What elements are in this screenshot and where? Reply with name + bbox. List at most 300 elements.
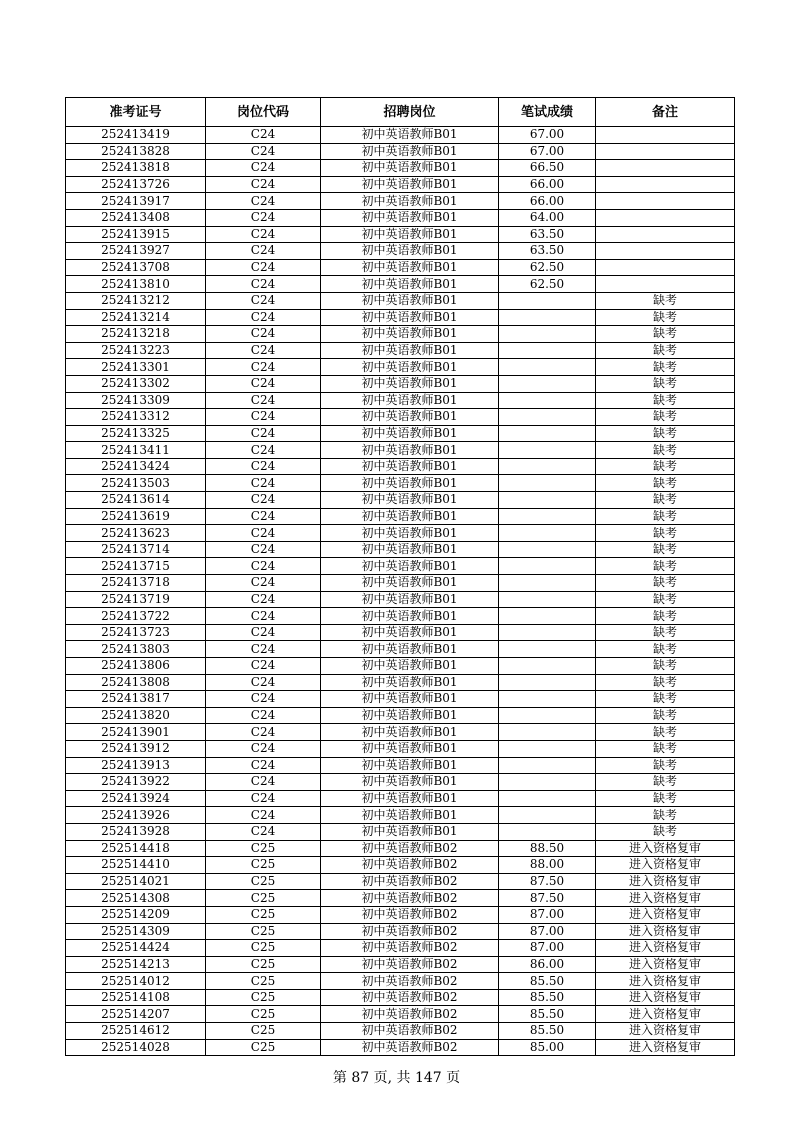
cell-written-score: 62.50 <box>499 259 596 276</box>
cell-position-name: 初中英语教师B01 <box>321 740 499 757</box>
table-row <box>66 774 735 791</box>
table-header-row <box>66 98 735 127</box>
cell-position-code: C24 <box>206 425 321 442</box>
cell-position-code: C24 <box>206 209 321 226</box>
cell-position-name: 初中英语教师B01 <box>321 658 499 675</box>
table-row <box>66 707 735 724</box>
cell-remarks: 缺考 <box>596 326 735 343</box>
cell-remarks: 进入资格复审 <box>596 890 735 907</box>
cell-position-code: C24 <box>206 724 321 741</box>
cell-remarks <box>596 143 735 160</box>
cell-remarks: 缺考 <box>596 392 735 409</box>
cell-position-name: 初中英语教师B01 <box>321 492 499 509</box>
cell-remarks <box>596 276 735 293</box>
table-row <box>66 1006 735 1023</box>
table-row <box>66 143 735 160</box>
cell-position-name: 初中英语教师B01 <box>321 409 499 426</box>
cell-exam-number: 252413828 <box>66 143 206 160</box>
cell-position-name: 初中英语教师B01 <box>321 508 499 525</box>
cell-exam-number: 252514207 <box>66 1006 206 1023</box>
cell-position-code: C24 <box>206 541 321 558</box>
cell-exam-number: 252413715 <box>66 558 206 575</box>
cell-remarks: 缺考 <box>596 292 735 309</box>
cell-position-name: 初中英语教师B01 <box>321 790 499 807</box>
cell-position-name: 初中英语教师B01 <box>321 193 499 210</box>
cell-written-score <box>499 624 596 641</box>
cell-position-code: C24 <box>206 575 321 592</box>
table-row <box>66 193 735 210</box>
cell-position-name: 初中英语教师B01 <box>321 425 499 442</box>
cell-exam-number: 252514028 <box>66 1039 206 1056</box>
cell-position-name: 初中英语教师B01 <box>321 359 499 376</box>
cell-position-code: C24 <box>206 757 321 774</box>
cell-remarks: 进入资格复审 <box>596 1023 735 1040</box>
cell-position-name: 初中英语教师B02 <box>321 923 499 940</box>
cell-exam-number: 252413623 <box>66 525 206 542</box>
cell-written-score <box>499 724 596 741</box>
cell-exam-number: 252514410 <box>66 857 206 874</box>
cell-written-score <box>499 707 596 724</box>
cell-position-code: C24 <box>206 442 321 459</box>
cell-position-code: C25 <box>206 906 321 923</box>
cell-position-code: C24 <box>206 292 321 309</box>
cell-position-code: C24 <box>206 458 321 475</box>
table-row <box>66 823 735 840</box>
cell-position-code: C25 <box>206 890 321 907</box>
cell-position-name: 初中英语教师B01 <box>321 160 499 177</box>
cell-written-score: 87.00 <box>499 906 596 923</box>
header-written-score: 笔试成绩 <box>499 98 596 127</box>
table-row <box>66 492 735 509</box>
cell-remarks: 缺考 <box>596 375 735 392</box>
cell-remarks: 进入资格复审 <box>596 840 735 857</box>
cell-position-code: C24 <box>206 392 321 409</box>
cell-position-name: 初中英语教师B01 <box>321 127 499 144</box>
cell-exam-number: 252413808 <box>66 674 206 691</box>
cell-exam-number: 252413912 <box>66 740 206 757</box>
cell-position-code: C25 <box>206 873 321 890</box>
cell-exam-number: 252413818 <box>66 160 206 177</box>
cell-position-code: C24 <box>206 326 321 343</box>
table-row <box>66 442 735 459</box>
cell-written-score <box>499 674 596 691</box>
cell-remarks: 缺考 <box>596 309 735 326</box>
cell-written-score: 87.50 <box>499 873 596 890</box>
cell-remarks: 缺考 <box>596 624 735 641</box>
cell-position-name: 初中英语教师B01 <box>321 259 499 276</box>
cell-position-name: 初中英语教师B01 <box>321 226 499 243</box>
cell-written-score: 87.00 <box>499 940 596 957</box>
table-row <box>66 359 735 376</box>
cell-position-name: 初中英语教师B01 <box>321 458 499 475</box>
cell-position-code: C25 <box>206 989 321 1006</box>
cell-position-code: C24 <box>206 127 321 144</box>
cell-remarks <box>596 176 735 193</box>
cell-exam-number: 252514209 <box>66 906 206 923</box>
cell-exam-number: 252413820 <box>66 707 206 724</box>
cell-position-name: 初中英语教师B02 <box>321 890 499 907</box>
cell-position-name: 初中英语教师B02 <box>321 873 499 890</box>
cell-position-code: C24 <box>206 608 321 625</box>
cell-remarks: 缺考 <box>596 691 735 708</box>
table-row <box>66 176 735 193</box>
cell-remarks: 缺考 <box>596 575 735 592</box>
table-row <box>66 425 735 442</box>
cell-exam-number: 252514309 <box>66 923 206 940</box>
table-row <box>66 691 735 708</box>
cell-remarks: 缺考 <box>596 774 735 791</box>
cell-position-code: C24 <box>206 624 321 641</box>
cell-written-score <box>499 691 596 708</box>
cell-position-code: C24 <box>206 309 321 326</box>
cell-exam-number: 252514108 <box>66 989 206 1006</box>
cell-exam-number: 252413302 <box>66 375 206 392</box>
table-row <box>66 375 735 392</box>
cell-position-name: 初中英语教师B01 <box>321 707 499 724</box>
cell-position-code: C24 <box>206 475 321 492</box>
cell-written-score <box>499 608 596 625</box>
cell-exam-number: 252413817 <box>66 691 206 708</box>
table-row <box>66 591 735 608</box>
table-row <box>66 757 735 774</box>
table-row <box>66 1023 735 1040</box>
cell-exam-number: 252514308 <box>66 890 206 907</box>
cell-remarks <box>596 127 735 144</box>
cell-position-code: C24 <box>206 807 321 824</box>
cell-written-score <box>499 409 596 426</box>
cell-position-code: C24 <box>206 740 321 757</box>
cell-exam-number: 252413218 <box>66 326 206 343</box>
cell-position-name: 初中英语教师B01 <box>321 442 499 459</box>
cell-exam-number: 252413214 <box>66 309 206 326</box>
cell-written-score: 85.50 <box>499 1023 596 1040</box>
cell-exam-number: 252514612 <box>66 1023 206 1040</box>
cell-exam-number: 252514012 <box>66 973 206 990</box>
table-row <box>66 923 735 940</box>
cell-remarks <box>596 226 735 243</box>
cell-position-code: C24 <box>206 143 321 160</box>
table-row <box>66 1039 735 1056</box>
table-row <box>66 541 735 558</box>
cell-written-score: 85.00 <box>499 1039 596 1056</box>
cell-position-name: 初中英语教师B01 <box>321 807 499 824</box>
cell-exam-number: 252413301 <box>66 359 206 376</box>
cell-position-code: C25 <box>206 1023 321 1040</box>
cell-exam-number: 252413718 <box>66 575 206 592</box>
table-row <box>66 326 735 343</box>
table-row <box>66 608 735 625</box>
cell-written-score: 66.00 <box>499 176 596 193</box>
cell-exam-number: 252413408 <box>66 209 206 226</box>
cell-position-name: 初中英语教师B01 <box>321 608 499 625</box>
cell-position-name: 初中英语教师B01 <box>321 276 499 293</box>
cell-exam-number: 252413223 <box>66 342 206 359</box>
cell-position-name: 初中英语教师B01 <box>321 757 499 774</box>
cell-written-score <box>499 740 596 757</box>
cell-remarks: 进入资格复审 <box>596 857 735 874</box>
cell-written-score: 64.00 <box>499 209 596 226</box>
cell-position-name: 初中英语教师B01 <box>321 823 499 840</box>
cell-exam-number: 252514021 <box>66 873 206 890</box>
table-row <box>66 807 735 824</box>
table-row <box>66 392 735 409</box>
cell-position-code: C24 <box>206 790 321 807</box>
cell-remarks: 缺考 <box>596 442 735 459</box>
cell-position-name: 初中英语教师B02 <box>321 857 499 874</box>
cell-exam-number: 252413806 <box>66 658 206 675</box>
cell-written-score: 63.50 <box>499 243 596 260</box>
table-row <box>66 508 735 525</box>
cell-position-code: C25 <box>206 956 321 973</box>
cell-position-name: 初中英语教师B02 <box>321 906 499 923</box>
cell-remarks: 缺考 <box>596 458 735 475</box>
cell-exam-number: 252413726 <box>66 176 206 193</box>
cell-written-score <box>499 458 596 475</box>
cell-position-code: C24 <box>206 359 321 376</box>
cell-remarks: 缺考 <box>596 807 735 824</box>
cell-position-code: C24 <box>206 508 321 525</box>
cell-remarks: 进入资格复审 <box>596 906 735 923</box>
cell-remarks: 缺考 <box>596 823 735 840</box>
table-row <box>66 259 735 276</box>
cell-exam-number: 252413325 <box>66 425 206 442</box>
cell-written-score: 66.00 <box>499 193 596 210</box>
cell-remarks: 缺考 <box>596 541 735 558</box>
cell-remarks <box>596 259 735 276</box>
cell-remarks: 缺考 <box>596 608 735 625</box>
cell-remarks: 进入资格复审 <box>596 989 735 1006</box>
cell-remarks: 进入资格复审 <box>596 956 735 973</box>
header-remarks: 备注 <box>596 98 735 127</box>
cell-exam-number: 252413708 <box>66 259 206 276</box>
table-row <box>66 624 735 641</box>
cell-written-score <box>499 342 596 359</box>
cell-remarks <box>596 193 735 210</box>
cell-position-code: C24 <box>206 193 321 210</box>
table-row <box>66 674 735 691</box>
cell-exam-number: 252413915 <box>66 226 206 243</box>
cell-remarks: 缺考 <box>596 707 735 724</box>
cell-position-name: 初中英语教师B01 <box>321 558 499 575</box>
table-row <box>66 906 735 923</box>
cell-position-name: 初中英语教师B01 <box>321 176 499 193</box>
cell-remarks: 进入资格复审 <box>596 1006 735 1023</box>
cell-written-score <box>499 541 596 558</box>
page-footer: 第 87 页, 共 147 页 <box>332 1070 461 1086</box>
cell-position-name: 初中英语教师B02 <box>321 989 499 1006</box>
cell-remarks: 进入资格复审 <box>596 1039 735 1056</box>
cell-position-name: 初中英语教师B01 <box>321 243 499 260</box>
cell-exam-number: 252413614 <box>66 492 206 509</box>
table-row <box>66 641 735 658</box>
cell-exam-number: 252413810 <box>66 276 206 293</box>
cell-written-score <box>499 591 596 608</box>
cell-exam-number: 252413714 <box>66 541 206 558</box>
cell-position-name: 初中英语教师B01 <box>321 475 499 492</box>
cell-remarks: 缺考 <box>596 724 735 741</box>
cell-remarks <box>596 160 735 177</box>
cell-remarks: 缺考 <box>596 508 735 525</box>
cell-position-name: 初中英语教师B01 <box>321 392 499 409</box>
cell-position-code: C24 <box>206 226 321 243</box>
cell-exam-number: 252413917 <box>66 193 206 210</box>
cell-written-score <box>499 492 596 509</box>
cell-exam-number: 252413503 <box>66 475 206 492</box>
cell-position-code: C24 <box>206 558 321 575</box>
cell-position-code: C24 <box>206 276 321 293</box>
cell-exam-number: 252413926 <box>66 807 206 824</box>
cell-position-code: C24 <box>206 691 321 708</box>
cell-position-code: C24 <box>206 375 321 392</box>
table-row <box>66 309 735 326</box>
table-row <box>66 890 735 907</box>
cell-exam-number: 252514418 <box>66 840 206 857</box>
cell-position-code: C25 <box>206 857 321 874</box>
cell-position-name: 初中英语教师B01 <box>321 624 499 641</box>
cell-position-code: C25 <box>206 973 321 990</box>
cell-remarks: 缺考 <box>596 342 735 359</box>
cell-position-name: 初中英语教师B01 <box>321 674 499 691</box>
cell-position-code: C24 <box>206 342 321 359</box>
cell-position-code: C24 <box>206 707 321 724</box>
table-row <box>66 342 735 359</box>
cell-position-code: C24 <box>206 658 321 675</box>
cell-exam-number: 252413913 <box>66 757 206 774</box>
table-row <box>66 790 735 807</box>
cell-remarks: 缺考 <box>596 740 735 757</box>
cell-exam-number: 252413927 <box>66 243 206 260</box>
cell-written-score: 88.00 <box>499 857 596 874</box>
cell-position-code: C25 <box>206 840 321 857</box>
cell-written-score: 86.00 <box>499 956 596 973</box>
cell-remarks: 缺考 <box>596 790 735 807</box>
table-row <box>66 525 735 542</box>
cell-position-name: 初中英语教师B02 <box>321 1039 499 1056</box>
table-row <box>66 658 735 675</box>
cell-written-score <box>499 375 596 392</box>
cell-remarks <box>596 243 735 260</box>
cell-exam-number: 252413309 <box>66 392 206 409</box>
cell-written-score: 62.50 <box>499 276 596 293</box>
cell-written-score <box>499 392 596 409</box>
table-row <box>66 940 735 957</box>
cell-position-code: C25 <box>206 940 321 957</box>
cell-written-score <box>499 558 596 575</box>
cell-remarks <box>596 209 735 226</box>
cell-remarks: 缺考 <box>596 558 735 575</box>
cell-written-score: 63.50 <box>499 226 596 243</box>
cell-position-code: C24 <box>206 160 321 177</box>
table-row <box>66 956 735 973</box>
cell-position-name: 初中英语教师B01 <box>321 591 499 608</box>
cell-written-score <box>499 309 596 326</box>
cell-position-name: 初中英语教师B02 <box>321 1006 499 1023</box>
table-row <box>66 857 735 874</box>
cell-position-name: 初中英语教师B01 <box>321 724 499 741</box>
table-row <box>66 276 735 293</box>
table-row <box>66 989 735 1006</box>
cell-position-name: 初中英语教师B01 <box>321 691 499 708</box>
cell-remarks: 缺考 <box>596 658 735 675</box>
cell-remarks: 缺考 <box>596 425 735 442</box>
table-row <box>66 226 735 243</box>
table-row <box>66 973 735 990</box>
header-exam-number: 准考证号 <box>66 98 206 127</box>
cell-position-code: C24 <box>206 259 321 276</box>
cell-written-score: 66.50 <box>499 160 596 177</box>
cell-remarks: 缺考 <box>596 409 735 426</box>
cell-position-code: C24 <box>206 492 321 509</box>
table-row <box>66 160 735 177</box>
cell-remarks: 进入资格复审 <box>596 873 735 890</box>
cell-remarks: 缺考 <box>596 674 735 691</box>
cell-position-code: C25 <box>206 1006 321 1023</box>
score-table <box>65 97 735 1056</box>
cell-position-name: 初中英语教师B01 <box>321 342 499 359</box>
cell-position-name: 初中英语教师B01 <box>321 375 499 392</box>
table-row <box>66 724 735 741</box>
cell-exam-number: 252413723 <box>66 624 206 641</box>
header-position-code: 岗位代码 <box>206 98 321 127</box>
table-row <box>66 873 735 890</box>
cell-exam-number: 252413619 <box>66 508 206 525</box>
cell-exam-number: 252413924 <box>66 790 206 807</box>
cell-exam-number: 252413922 <box>66 774 206 791</box>
cell-written-score: 85.50 <box>499 1006 596 1023</box>
table-row <box>66 840 735 857</box>
cell-exam-number: 252413312 <box>66 409 206 426</box>
cell-written-score: 85.50 <box>499 973 596 990</box>
cell-position-name: 初中英语教师B01 <box>321 209 499 226</box>
cell-written-score: 67.00 <box>499 127 596 144</box>
cell-remarks: 缺考 <box>596 525 735 542</box>
cell-written-score <box>499 807 596 824</box>
cell-exam-number: 252514424 <box>66 940 206 957</box>
cell-position-name: 初中英语教师B01 <box>321 575 499 592</box>
cell-remarks: 进入资格复审 <box>596 940 735 957</box>
table-body <box>66 127 735 1056</box>
cell-written-score: 87.00 <box>499 923 596 940</box>
cell-position-code: C24 <box>206 674 321 691</box>
cell-written-score <box>499 326 596 343</box>
table-row <box>66 409 735 426</box>
cell-written-score <box>499 425 596 442</box>
cell-remarks: 缺考 <box>596 641 735 658</box>
table-row <box>66 558 735 575</box>
cell-exam-number: 252413803 <box>66 641 206 658</box>
cell-remarks: 进入资格复审 <box>596 973 735 990</box>
cell-position-name: 初中英语教师B02 <box>321 973 499 990</box>
cell-position-code: C24 <box>206 409 321 426</box>
cell-position-code: C24 <box>206 591 321 608</box>
cell-written-score <box>499 575 596 592</box>
cell-remarks: 缺考 <box>596 492 735 509</box>
cell-exam-number: 252514213 <box>66 956 206 973</box>
cell-position-code: C24 <box>206 525 321 542</box>
cell-position-name: 初中英语教师B02 <box>321 940 499 957</box>
cell-exam-number: 252413411 <box>66 442 206 459</box>
cell-position-code: C25 <box>206 1039 321 1056</box>
cell-written-score <box>499 359 596 376</box>
cell-written-score <box>499 774 596 791</box>
cell-position-name: 初中英语教师B02 <box>321 1023 499 1040</box>
cell-position-name: 初中英语教师B01 <box>321 774 499 791</box>
cell-position-name: 初中英语教师B01 <box>321 292 499 309</box>
cell-exam-number: 252413901 <box>66 724 206 741</box>
cell-exam-number: 252413928 <box>66 823 206 840</box>
cell-position-code: C24 <box>206 243 321 260</box>
cell-exam-number: 252413212 <box>66 292 206 309</box>
